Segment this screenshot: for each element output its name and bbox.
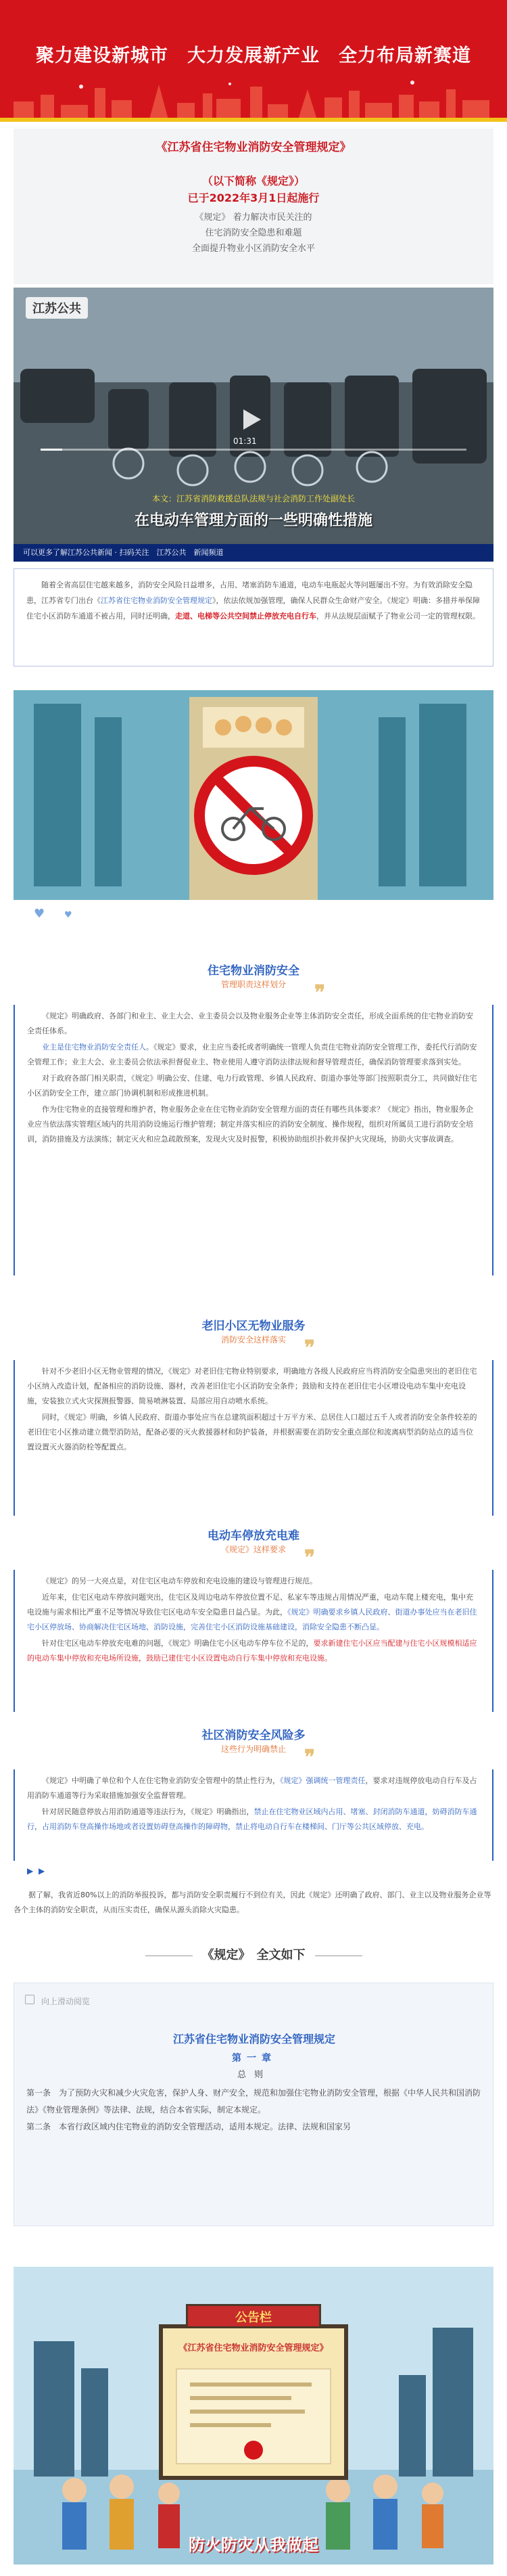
quote-mark-icon: ❞ [304, 1546, 316, 1570]
law-articles [26, 2085, 482, 2136]
paragraph-text: 针对住宅区电动车停放充电难的问题，《规定》明确住宅小区电动车停车位不足的， [42, 1639, 314, 1648]
bulletin-illustration [163, 2355, 344, 2484]
section-title: 老旧小区无物业服务 [201, 1319, 306, 1333]
banner-gold-line [0, 118, 507, 122]
intro-paragraph [14, 568, 493, 666]
law-title: 《江苏省住宅物业消防安全管理规定》 [155, 141, 352, 154]
law-article: 第一条 为了预防火灾和减少火灾危害，保护人身、财产安全，规范和加强住宅物业消防安全管理，根据《中华人民共和国消防法》《物业管理条例》等法律、法规，结合本省实际，制定本规定。 [26, 2088, 481, 2115]
highlight-text: 禁止在住宅物业区域内占用、堵塞、封闭消防车通道，妨碍消防车通行，占用消防车登高操作场地或者设置妨碍登高操作的障碍物，禁止将电动自行车在楼梯间、门厅等公共区域停放、充电。 [27, 1807, 477, 1831]
highlight-text: 《规定》强调统一管理责任 [280, 1776, 366, 1785]
full-text-title: 《规定》 全文如下 [201, 1948, 306, 1962]
law-fulltext-scroll-box[interactable] [14, 1983, 493, 2226]
section-subtitle: 消防安全这样落实 [220, 1335, 286, 1345]
fulltext-law-title: 江苏省住宅物业消防安全管理规定 [172, 2033, 335, 2046]
video-ticker: 可以更多了解江苏公共新闻 · 扫码关注 江苏公共 新闻频道 [14, 544, 493, 562]
law-summary-line: 《规定》 着力解决市民关注的 [195, 212, 312, 223]
section-title: 住宅物业消防安全 [208, 964, 299, 978]
law-article: 第二条 本省行政区域内住宅物业的消防安全管理活动，适用本规定。法律、法规和国家另 [26, 2122, 352, 2131]
intro-highlight: 走道、电梯等公共空间禁止停放充电自行车 [175, 612, 316, 620]
section-body [14, 1570, 493, 1712]
paragraph-text: 针对居民随意停放占用消防通道等违法行为，《规定》明确指出， [42, 1807, 254, 1816]
bulletin-board-header: 公告栏 [186, 2304, 321, 2328]
video-channel-logo: 江苏公共 [26, 297, 88, 319]
quote-mark-icon: ❞ [304, 1336, 316, 1360]
section-paragraph: 《规定》明确政府、各部门和业主、业主大会、业主委员会以及物业服务企业等主体消防安全责任，形成全面系统的住宅物业消防安全责任体系。 [27, 1012, 473, 1035]
section-paragraph: 作为住宅物业的直接管理和维护者，物业服务企业在住宅物业消防安全管理方面的责任有哪些具体要求？《规定》指出，物业服务企业应当依法落实管理区域内的共用消防设施运行维护管理；制定并落实相应的消防安全制度、操作规程，组织对所属员工进行消防安全培训，消防措施及方法演练；制定灭火和应急疏散预案，发现火灾及时报警，积极协助组织扑救并保护火灾现场，协助火灾事故调查。 [27, 1105, 473, 1144]
arrow-decoration-icon: ▶ ▶ [27, 1866, 47, 1876]
city-skyline-decoration [0, 74, 507, 122]
intro-text: 随着全省高层住宅越来越多，消防安全风险日益增多，占用、堵塞消防车通道，电动车电瓶起火等问题屡出不穷。为有效消除安全隐患，江苏省专门出台《 [26, 581, 473, 605]
section-paragraph: 同时，《规定》明确，乡镇人民政府、街道办事处应当在总建筑面积超过十万平方米、总居住人口超过五千人或者消防安全条件较差的老旧住宅小区推动建立微型消防站，配备必要的灭火救援器材和防护装备，并根据需要在消防安全重点部位和流离病型消防站点的适当位置设置灭火器消防栓等配置点。 [27, 1413, 477, 1451]
section-paragraph: 《规定》的另一大亮点是，对住宅区电动车停放和充电设施的建设与管理进行规范。 [42, 1577, 317, 1585]
bulletin-board [159, 2324, 348, 2480]
full-text-heading [0, 1945, 507, 1963]
paragraph-text: 近年来，住宅区电动车停放问题突出，住宅区及周边电动车停放位置不足、私家车等违规占用情况严重，电动车爬上楼充电，集中充电设施与需求相比严重不足等情况导致住宅区电动车安全隐患日益凸显。为此， [27, 1593, 473, 1617]
quote-mark-icon: ❞ [314, 981, 326, 1005]
video-timestamp: 01:31 [233, 436, 257, 446]
intro-text: 》，依法依规加强管理，确保人民群众生命财产安全。《规定》明确：多措并举保障住宅小区消防车通道不被占用，同时还明确， [26, 596, 480, 620]
heart-icon: ♥ [34, 907, 45, 921]
bulletin-board-illustration [14, 2267, 493, 2564]
header-banner [0, 0, 507, 122]
conclusion-paragraph: 据了解，我省近80%以上的消防举报投诉，都与消防安全职责履行不到位有关，因此《规定》还明确了政府、部门、业主以及物业服务企业等各个主体的消防安全职责，从而压实责任，确保从源头消除火灾隐患。 [14, 1891, 491, 1914]
video-subtitle: 在电动车管理方面的一些明确性措施 [134, 512, 372, 529]
bulletin-law-title: 《江苏省住宅物业消防安全管理规定》 [178, 2343, 329, 2353]
law-effective-date: 已于2022年3月1日起施行 [187, 191, 320, 204]
building-prohibition-graphic [14, 690, 493, 900]
paragraph-text: 《规定》中明确了单位和个人在住宅物业消防安全管理中的禁止性行为， [42, 1776, 280, 1785]
highlight-text: 业主是住宅物业消防安全责任人 [42, 1043, 146, 1052]
video-progress-bar[interactable] [41, 449, 466, 451]
banner-title: 聚力建设新城市 大力发展新产业 全力布局新赛道 [36, 45, 471, 66]
section-body [14, 1769, 493, 1861]
section-paragraph [27, 1590, 480, 1635]
law-summary-line: 全面提升物业小区消防安全水平 [191, 244, 315, 254]
video-progress-fill [41, 449, 62, 451]
section-paragraph: 对于政府各部门相关职责，《规定》明确公安、住建、电力行政管理、乡镇人民政府、街道办事处等部门按照职责分工，共同做好住宅小区消防安全工作，建立部门协调机制和形成推进机制。 [27, 1074, 477, 1098]
fire-safety-slogan: 防火防灾从我做起 [189, 2535, 318, 2554]
chapter-name: 总则 [237, 2070, 271, 2080]
highlight-text: 《规定》明确要求乡镇人民政府、街道办事处应当在老旧住宅小区停放场、协商解决住宅区场地、消防设施，完善住宅小区消防设施基础建设，消除安全隐患不断凸显。 [27, 1608, 477, 1631]
heart-icon: ♥ [64, 910, 72, 920]
section-title: 电动车停放充电难 [208, 1529, 299, 1543]
section-subtitle: 管理职责这样划分 [220, 980, 286, 989]
section-subtitle: 这些行为明确禁止 [220, 1744, 286, 1754]
quote-mark-icon: ❞ [304, 1746, 316, 1769]
video-player[interactable] [14, 288, 493, 562]
section-paragraph [27, 1636, 480, 1666]
law-intro-box [14, 129, 493, 284]
section-title: 社区消防安全风险多 [201, 1729, 306, 1742]
paragraph-text: 。《规定》要求，业主应当委托或者明确统一管理人负责住宅物业消防安全管理工作，委托代行消防安全管理工作；业主大会、业主委员会依法承担督促业主、物业使用人遵守消防法律法规和督导管理责任，确保消防管理要求落到实处。 [27, 1043, 477, 1066]
scroll-hint: 向上滑动阅览 [41, 1997, 91, 2006]
scroll-up-icon [25, 1995, 34, 2004]
section-paragraph [27, 1773, 480, 1803]
section-paragraph [27, 1040, 480, 1070]
law-summary-line: 住宅消防安全隐患和难题 [205, 228, 302, 238]
section-paragraph: 针对不少老旧小区无物业管理的情况，《规定》对老旧住宅物业特别要求，明确地方各级人民政府应当将消防安全隐患突出的老旧住宅小区纳入改造计划，配备相应的消防设施、器材，改善老旧住宅小区消防安全条件；鼓励和支持在老旧住宅小区增设电动车集中充电设施，安装独立式火灾探测报警器、简易喷淋装置、局部应用自动喷水系统。 [27, 1367, 477, 1405]
section-body [14, 1360, 493, 1516]
intro-text: ，并从法规层面赋予了物业公司一定的管理权限。 [316, 612, 480, 620]
section-paragraph [27, 1805, 480, 1834]
highlight-text: 要求新建住宅小区应当配建与住宅小区规模相适应的电动车集中停放和充电场所设施，鼓励已建住宅小区设置电动自行车集中停放和充电设施。 [27, 1639, 477, 1663]
law-abbreviation: （以下简称《规定》） [201, 175, 305, 187]
intro-law-name: 江苏省住宅物业消防安全管理规定 [101, 596, 212, 605]
section-subtitle: 《规定》这样要求 [220, 1545, 286, 1554]
chapter-number: 第一章 [232, 2053, 276, 2064]
paragraph-text: ，要求对违规停放电动自行车及占用消防车通道等行为采取措施加强安全监督管理。 [27, 1776, 477, 1800]
section-body [14, 1005, 493, 1275]
video-speaker-caption: 本文：江苏省消防救援总队法规与社会消防工作处副处长 [151, 494, 355, 503]
no-ebike-illustration [14, 690, 493, 900]
